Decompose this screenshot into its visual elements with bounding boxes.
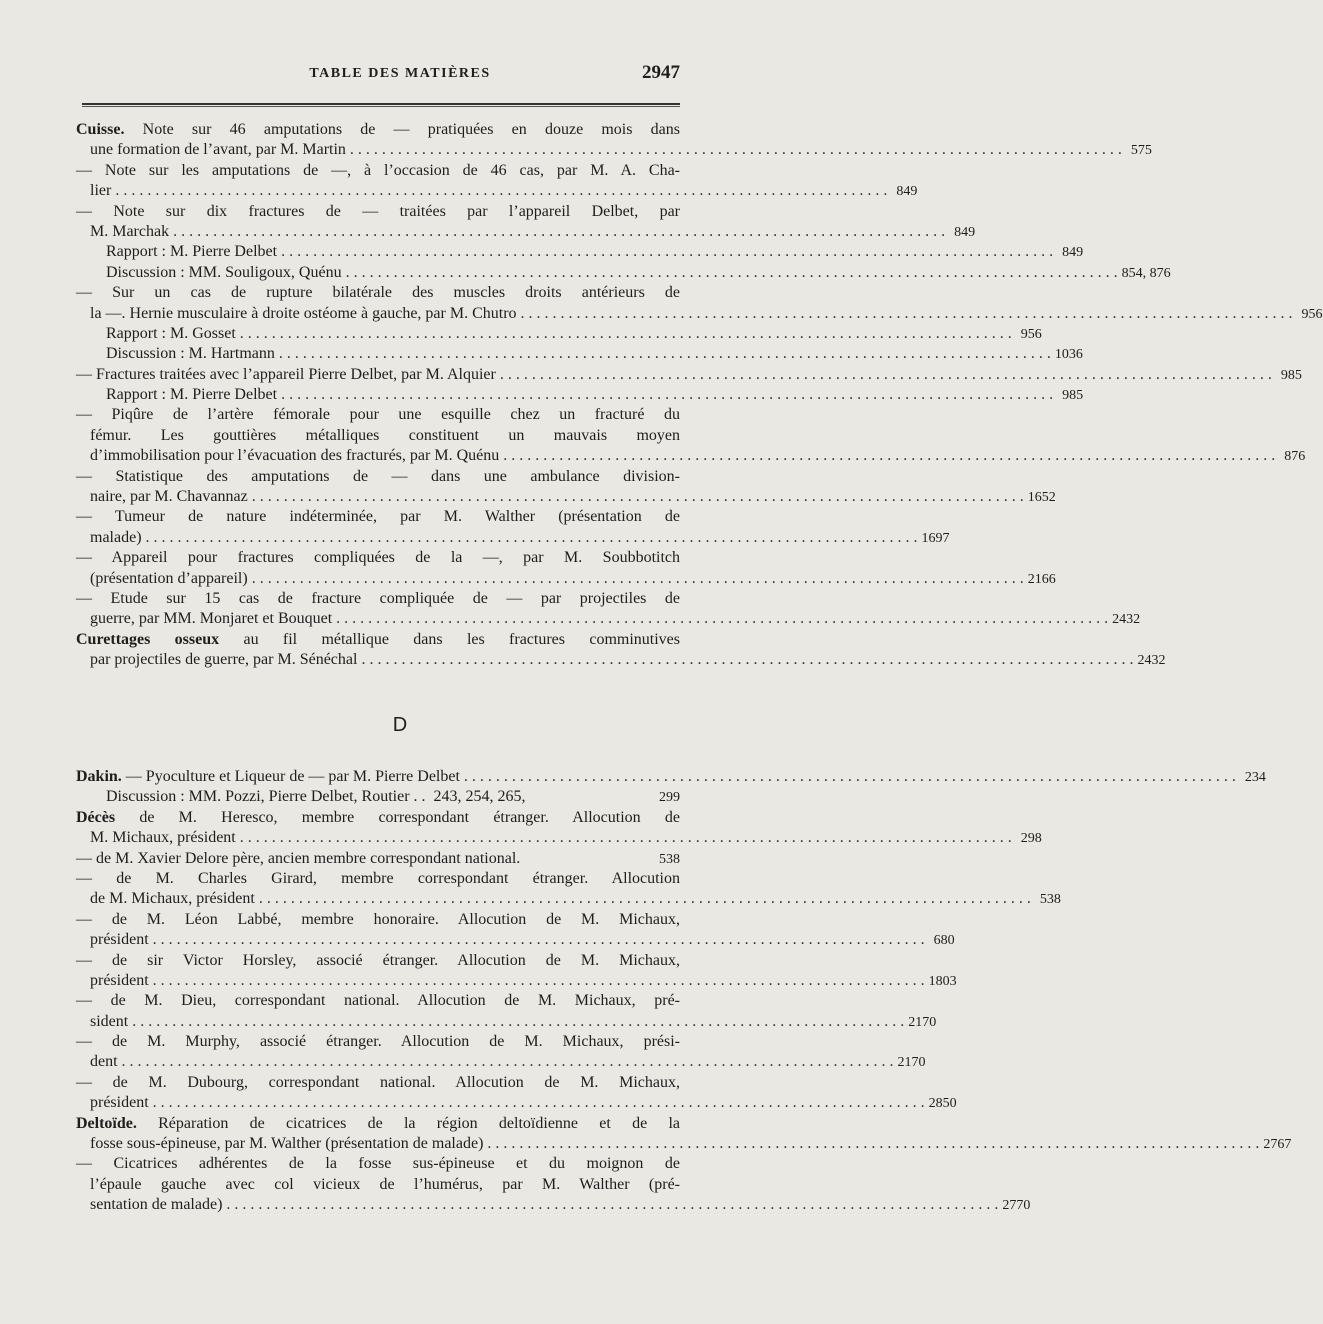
page-reference: 234 — [1244, 770, 1266, 785]
page-reference: 2432 — [1137, 653, 1166, 669]
dot-leader — [240, 324, 1012, 344]
index-line — [76, 324, 1042, 344]
entry-body: Note sur 46 amputations de — pratiquées en douze mois dans — [124, 121, 680, 138]
entry-body: Rapport : M. Gosset — [106, 324, 236, 342]
entry-text — [76, 869, 680, 889]
entry-body: — de M. Charles Girard, membre correspondant étranger. Allocution — [76, 869, 680, 887]
entry-text — [76, 991, 680, 1011]
entry-heading: Décès — [76, 808, 116, 826]
entry-text — [90, 1195, 222, 1215]
page-reference: 956 — [1020, 326, 1042, 342]
page-reference: 298 — [1020, 831, 1042, 847]
index-line — [76, 1175, 680, 1195]
entry-text — [106, 344, 275, 364]
entry-heading: Curettages osseux — [76, 630, 220, 648]
entry-text — [90, 487, 248, 507]
entry-body: Discussion : MM. Pozzi, Pierre Delbet, Routier . . 243, 254, 265, — [106, 788, 526, 806]
entry-text — [76, 808, 680, 828]
entry-body: Discussion : M. Hartmann — [106, 345, 275, 363]
entry-body: président — [90, 971, 149, 989]
entry-text — [90, 1175, 680, 1195]
entry-text — [76, 589, 680, 609]
entry-text — [76, 910, 680, 930]
index-line — [76, 630, 680, 650]
index-line — [76, 140, 1152, 160]
index-line — [76, 263, 1171, 283]
entry-text — [90, 304, 517, 324]
index-line — [76, 1073, 680, 1093]
index-line — [76, 971, 957, 991]
entry-body: de M. Michaux, président — [90, 890, 255, 908]
index-line — [76, 828, 1042, 848]
entry-body: de M. Heresco, membre correspondant étranger. Allocution de — [115, 808, 680, 826]
index-line — [76, 304, 1323, 324]
dot-leader — [153, 971, 925, 991]
dot-leader — [226, 1195, 998, 1215]
index-line — [76, 991, 680, 1011]
index-block-d — [76, 767, 1292, 1216]
entry-body: une formation de l’avant, par M. Martin — [90, 141, 346, 159]
entry-body: sentation de malade) — [90, 1196, 223, 1214]
page-reference: 2850 — [928, 1096, 957, 1112]
header-rule — [82, 103, 680, 107]
page-reference: 1036 — [1054, 347, 1083, 363]
index-line — [76, 787, 680, 807]
entry-text — [76, 849, 520, 869]
section-letter: D — [392, 714, 408, 736]
entry-text — [76, 951, 680, 971]
entry-body: — de sir Victor Horsley, associé étranger. Allocution de M. Michaux, — [76, 951, 680, 969]
entry-body: fosse sous-épineuse, par M. Walther (présentation de malade) — [90, 1135, 484, 1153]
dot-leader — [346, 263, 1118, 283]
page-reference: 2770 — [1002, 1198, 1031, 1214]
entry-body: M. Marchak — [90, 222, 170, 240]
index-line — [76, 1093, 957, 1113]
dot-leader — [464, 767, 1236, 787]
dot-leader — [281, 242, 1053, 262]
page-reference: 538 — [1039, 892, 1061, 908]
page-reference: 2767 — [1263, 1137, 1292, 1153]
entry-text — [90, 569, 248, 589]
entry-text — [76, 548, 680, 568]
entry-heading: Dakin. — [76, 768, 122, 785]
entry-text — [90, 528, 142, 548]
dot-leader — [503, 446, 1275, 466]
index-line — [76, 548, 680, 568]
entry-text — [90, 1052, 118, 1072]
entry-text — [76, 161, 680, 181]
entry-body: lier — [90, 182, 112, 200]
entry-text — [76, 1032, 680, 1052]
dot-leader — [122, 1052, 894, 1072]
index-line — [76, 365, 1302, 385]
entry-body: naire, par M. Chavannaz — [90, 488, 248, 506]
entry-body: au fil métallique dans les fractures comminutives — [219, 630, 680, 648]
page-reference: 985 — [1280, 367, 1302, 383]
entry-body: président — [90, 1094, 149, 1112]
entry-body: la —. Hernie musculaire à droite ostéome à gauche, par M. Chutro — [90, 304, 517, 322]
entry-body: Rapport : M. Pierre Delbet — [106, 386, 278, 404]
entry-body: fémur. Les gouttières métalliques constituent un mauvais moyen — [90, 426, 680, 444]
page-reference: 849 — [954, 224, 976, 240]
entry-text — [76, 1073, 680, 1093]
page-reference: 2170 — [908, 1014, 937, 1030]
entry-body: — Note sur dix fractures de — traitées par l’appareil Delbet, par — [76, 202, 680, 220]
index-line — [76, 1052, 926, 1072]
page-reference: 876 — [1284, 449, 1306, 465]
entry-text — [76, 405, 680, 425]
index-line — [76, 767, 1266, 787]
entry-body: guerre, par MM. Monjaret et Bouquet — [90, 610, 333, 628]
index-line — [76, 849, 680, 869]
entry-text — [106, 787, 526, 807]
index-line — [76, 242, 1084, 262]
index-line — [76, 869, 680, 889]
entry-body: Rapport : M. Pierre Delbet — [106, 243, 278, 261]
dot-leader — [252, 487, 1024, 507]
entry-body: président — [90, 931, 149, 949]
entry-heading: Cuisse. — [76, 121, 125, 138]
entry-body: l’épaule gauche avec col vicieux de l’humérus, par M. Walther (pré- — [90, 1175, 680, 1193]
page-reference: 2170 — [897, 1055, 926, 1071]
index-line — [76, 889, 1061, 909]
dot-leader — [115, 181, 887, 201]
dot-leader — [350, 140, 1122, 160]
page-number: 2947 — [642, 62, 680, 83]
entry-body: — Appareil pour fractures compliquées de la —, par M. Soubbotitch — [76, 549, 680, 567]
dot-leader — [153, 930, 925, 950]
index-line — [76, 446, 1306, 466]
entry-text — [76, 1154, 680, 1174]
index-line — [76, 528, 950, 548]
dot-leader — [240, 828, 1012, 848]
entry-body: d’immobilisation pour l’évacuation des fracturés, par M. Quénu — [90, 447, 500, 465]
page-reference: 854, 876 — [1121, 265, 1171, 281]
index-line — [76, 487, 1056, 507]
dot-leader — [500, 365, 1272, 385]
running-title: TABLE DES MATIÈRES — [309, 66, 491, 81]
index-line — [76, 344, 1083, 364]
entry-text — [76, 630, 680, 650]
entry-text — [90, 1134, 483, 1154]
dot-leader — [281, 385, 1053, 405]
index-line — [76, 951, 680, 971]
page-reference: 538 — [659, 851, 680, 867]
entry-text — [90, 971, 149, 991]
entry-body: — de M. Murphy, associé étranger. Allocution de M. Michaux, prési- — [76, 1033, 680, 1051]
page-reference: 299 — [659, 790, 680, 806]
entry-body: Réparation de cicatrices de la région deltoïdienne et de la — [136, 1114, 680, 1132]
index-line — [76, 467, 680, 487]
entry-body: — Fractures traitées avec l’appareil Pierre Delbet, par M. Alquier — [76, 365, 496, 383]
index-line — [76, 507, 680, 527]
page-reference: 680 — [933, 933, 955, 949]
dot-leader — [521, 304, 1293, 324]
dot-leader — [487, 1134, 1259, 1154]
entry-text — [106, 324, 236, 344]
index-line — [76, 181, 918, 201]
entry-body: — Piqûre de l’artère fémorale pour une esquille chez un fracturé du — [76, 406, 680, 424]
entry-body: Discussion : MM. Souligoux, Quénu — [106, 263, 342, 281]
index-line — [76, 1154, 680, 1174]
index-line — [76, 569, 1056, 589]
entry-text — [90, 140, 346, 160]
dot-leader — [252, 569, 1024, 589]
entry-text — [90, 446, 499, 466]
index-line — [76, 1114, 680, 1134]
entry-text — [76, 365, 496, 385]
index-line — [76, 650, 1166, 670]
entry-body: — de M. Xavier Delore père, ancien membre correspondant national. — [76, 849, 521, 867]
entry-text — [90, 1012, 128, 1032]
entry-body: dent — [90, 1053, 118, 1071]
page-reference: 1652 — [1027, 490, 1056, 506]
index-line — [76, 222, 976, 242]
entry-text — [90, 650, 357, 670]
entry-text — [76, 283, 680, 303]
entry-body: — Note sur les amputations de —, à l’occasion de 46 cas, par M. A. Cha- — [76, 161, 680, 179]
index-line — [76, 1032, 680, 1052]
entry-body: malade) — [90, 528, 142, 546]
entry-text — [90, 889, 255, 909]
page-reference: 2166 — [1027, 571, 1056, 587]
index-line — [76, 385, 1084, 405]
index-line — [76, 405, 680, 425]
entry-body: — de M. Dubourg, correspondant national. Allocution de M. Michaux, — [76, 1073, 680, 1091]
index-line — [76, 808, 680, 828]
entry-body: — Etude sur 15 cas de fracture compliquée de — par projectiles de — [76, 589, 680, 607]
entry-text — [76, 202, 680, 222]
index-line — [76, 930, 955, 950]
entry-body: — Statistique des amputations de — dans une ambulance division- — [76, 467, 680, 485]
entry-body: — de M. Léon Labbé, membre honoraire. Allocution de M. Michaux, — [76, 910, 680, 928]
index-line — [76, 1195, 1031, 1215]
index-block-c — [76, 120, 1323, 671]
entry-body: par projectiles de guerre, par M. Sénéchal — [90, 651, 358, 669]
entry-text — [76, 467, 680, 487]
entry-text — [90, 930, 149, 950]
entry-text — [106, 263, 342, 283]
entry-text — [76, 1114, 680, 1134]
index-line — [76, 609, 1141, 629]
entry-body: M. Michaux, président — [90, 829, 236, 847]
entry-body: — Cicatrices adhérentes de la fosse sus-épineuse et du moignon de — [76, 1155, 680, 1173]
index-line — [76, 202, 680, 222]
entry-body: — de M. Dieu, correspondant national. Allocution de M. Michaux, pré- — [76, 992, 680, 1010]
dot-leader — [336, 609, 1108, 629]
index-line — [76, 910, 680, 930]
index-line — [76, 1134, 1292, 1154]
dot-leader — [279, 344, 1051, 364]
entry-text — [90, 426, 680, 446]
dot-leader — [153, 1093, 925, 1113]
dot-leader — [259, 889, 1031, 909]
page-reference: 956 — [1301, 306, 1323, 322]
entry-body: — Pyoculture et Liqueur de — par M. Pierre Delbet — [121, 768, 460, 785]
entry-body: sident — [90, 1012, 129, 1030]
page-reference: 1803 — [928, 973, 957, 989]
index-line — [76, 283, 680, 303]
entry-text — [106, 242, 277, 262]
index-line — [76, 1012, 937, 1032]
page-reference: 849 — [896, 184, 918, 200]
entry-text — [76, 507, 680, 527]
page-reference: 575 — [1130, 143, 1152, 159]
entry-text — [76, 767, 460, 787]
page-reference: 849 — [1062, 245, 1084, 261]
entry-text — [90, 1093, 149, 1113]
page-reference: 1697 — [921, 530, 950, 546]
page-reference: 2432 — [1112, 612, 1141, 628]
entry-text — [90, 828, 236, 848]
index-line — [76, 426, 680, 446]
entry-heading: Deltoïde. — [76, 1114, 137, 1132]
dot-leader — [132, 1012, 904, 1032]
dot-leader — [361, 650, 1133, 670]
entry-text — [90, 222, 169, 242]
entry-text — [106, 385, 277, 405]
index-line — [76, 589, 680, 609]
index-line — [76, 120, 680, 140]
entry-text — [90, 181, 111, 201]
page-reference: 985 — [1062, 388, 1084, 404]
dot-leader — [146, 528, 918, 548]
entry-body: (présentation d’appareil) — [90, 569, 248, 587]
entry-body: — Sur un cas de rupture bilatérale des muscles droits antérieurs de — [76, 284, 680, 302]
dot-leader — [173, 222, 945, 242]
entry-body: — Tumeur de nature indéterminée, par M. Walther (présentation de — [76, 508, 680, 526]
entry-text — [90, 609, 332, 629]
index-line — [76, 161, 680, 181]
entry-text — [76, 120, 680, 140]
